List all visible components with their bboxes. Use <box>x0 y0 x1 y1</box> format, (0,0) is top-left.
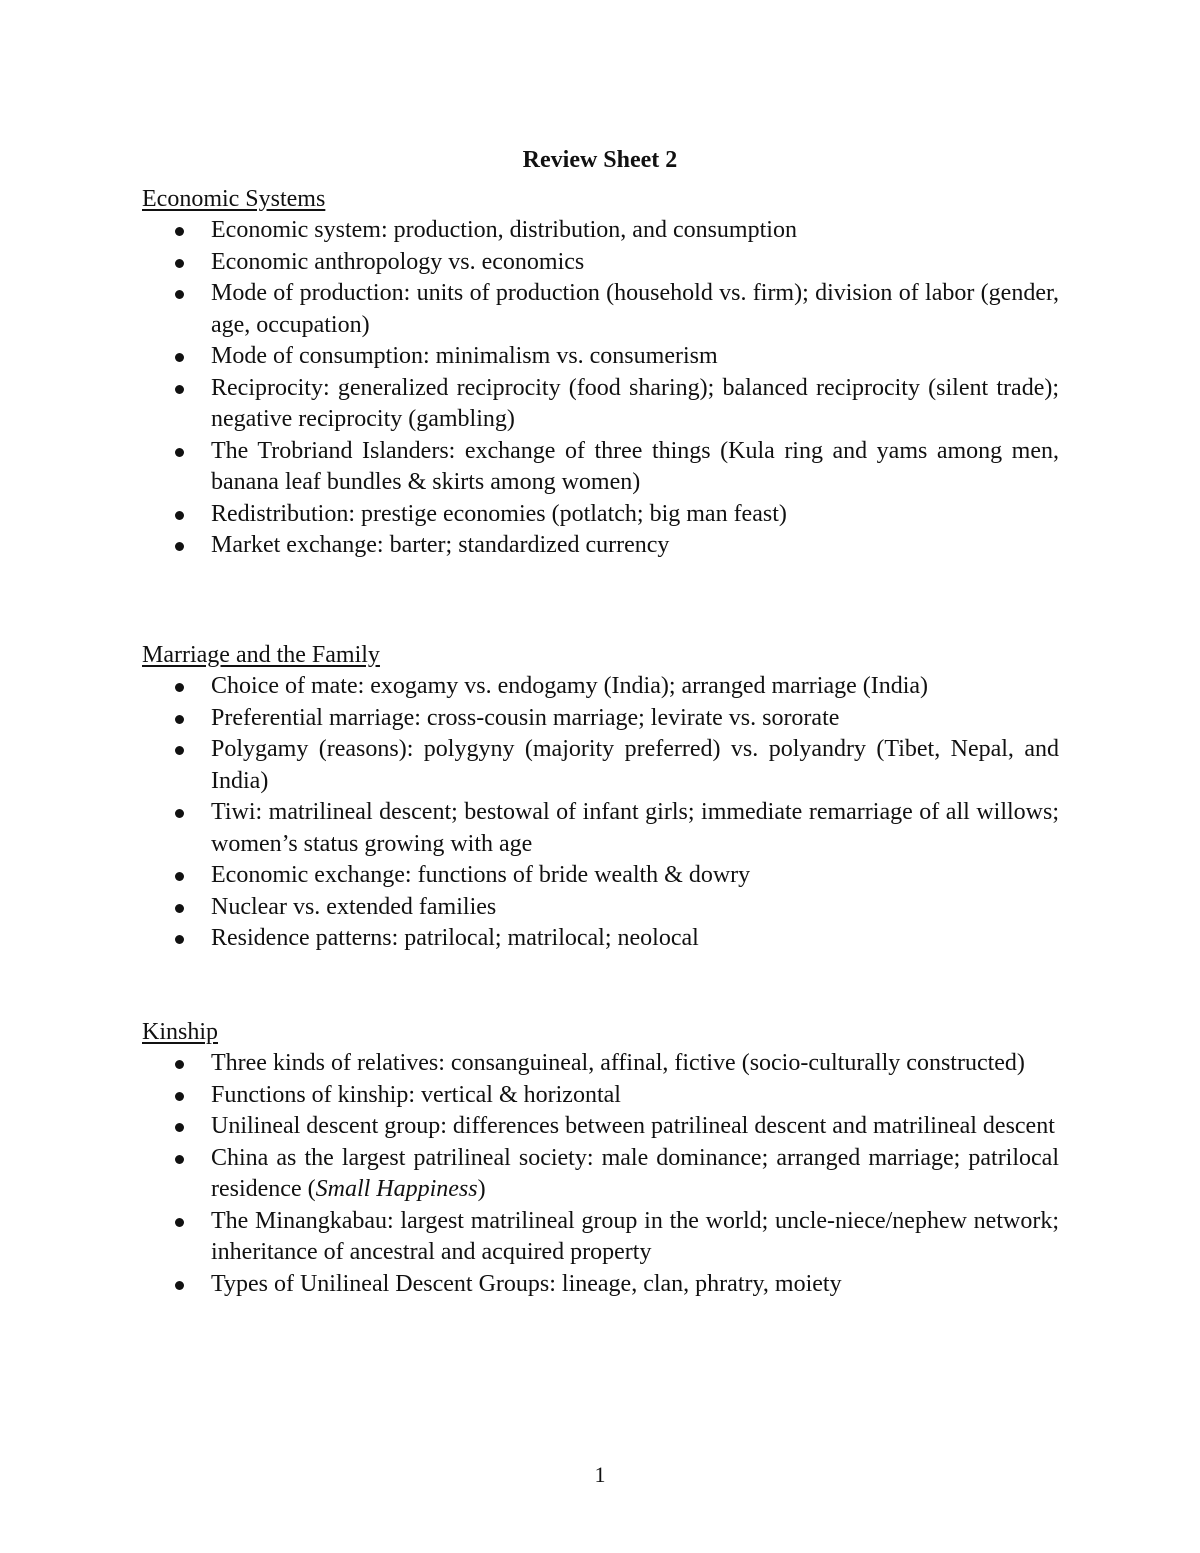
bullet-icon <box>175 1123 184 1132</box>
list-item <box>211 1080 1059 1112</box>
list-item-text-after: ) <box>477 1176 486 1202</box>
bullet-icon <box>175 809 184 818</box>
list-item-text: Polygamy (reasons): polygyny (majority preferred) vs. polyandry (Tibet, Nepal, and India) <box>211 736 1059 794</box>
list-item <box>211 1111 1059 1143</box>
list-item-text: Preferential marriage: cross-cousin marriage; levirate vs. sororate <box>211 704 840 731</box>
list-item-text: Economic anthropology vs. economics <box>211 248 585 275</box>
section-marriage-and-family <box>141 640 1059 955</box>
section-heading: Kinship <box>142 1018 219 1045</box>
bullet-icon <box>175 872 184 881</box>
bullet-icon <box>175 1092 184 1101</box>
bullet-icon <box>175 715 184 724</box>
list-item <box>211 1206 1059 1269</box>
list-item <box>211 734 1059 797</box>
bullet-icon <box>175 511 184 520</box>
document-page <box>141 145 1059 1300</box>
list-item <box>211 436 1059 499</box>
page-number: 1 <box>594 1462 606 1487</box>
bullet-icon <box>175 1281 184 1290</box>
list-item <box>211 1143 1059 1206</box>
list-item-text-before: China as the largest patrilineal society: male dominance; arranged marriage; patrilocal residence ( <box>211 1144 1059 1202</box>
list-item <box>211 247 1059 279</box>
list-item-text: The Trobriand Islanders: exchange of three things (Kula ring and yams among men, banana leaf bundles & skirts among women) <box>211 437 1059 495</box>
list-item <box>211 703 1059 735</box>
bullet-icon <box>175 1060 184 1069</box>
list-item <box>211 1269 1059 1301</box>
list-item <box>211 373 1059 436</box>
bullet-icon <box>175 542 184 551</box>
list-item <box>211 1048 1059 1080</box>
bullet-icon <box>175 448 184 457</box>
list-item-text: Functions of kinship: vertical & horizontal <box>211 1081 621 1108</box>
bullet-list <box>141 1048 1059 1300</box>
list-item-text: Mode of consumption: minimalism vs. consumerism <box>211 343 718 369</box>
bullet-list <box>141 671 1059 955</box>
list-item <box>211 499 1059 531</box>
list-item-text: Redistribution: prestige economies (potlatch; big man feast) <box>211 500 787 527</box>
section-spacer <box>141 955 1059 1017</box>
bullet-icon <box>175 1155 184 1164</box>
list-item-text: Economic system: production, distribution, and consumption <box>211 217 797 243</box>
list-item <box>211 671 1059 703</box>
list-item <box>211 797 1059 860</box>
bullet-icon <box>175 227 184 236</box>
bullet-icon <box>175 259 184 268</box>
list-item <box>211 278 1059 341</box>
list-item-text: Residence patterns: patrilocal; matrilocal; neolocal <box>211 925 699 951</box>
film-title: Small Happiness <box>315 1176 478 1202</box>
bullet-icon <box>175 904 184 913</box>
list-item-text: Nuclear vs. extended families <box>211 893 497 920</box>
list-item <box>211 892 1059 924</box>
bullet-icon <box>175 935 184 944</box>
section-economic-systems <box>141 184 1059 562</box>
list-item-text: Types of Unilineal Descent Groups: lineage, clan, phratry, moiety <box>211 1270 842 1297</box>
section-spacer <box>141 562 1059 640</box>
bullet-list <box>141 215 1059 562</box>
bullet-icon <box>175 1218 184 1227</box>
section-heading: Economic Systems <box>142 185 326 212</box>
list-item <box>211 860 1059 892</box>
bullet-icon <box>175 353 184 362</box>
list-item-text: Three kinds of relatives: consanguineal, affinal, fictive (socio-culturally constructed) <box>211 1050 1025 1076</box>
section-heading: Marriage and the Family <box>142 641 380 668</box>
section-kinship <box>141 1017 1059 1301</box>
list-item-text: Unilineal descent group: differences between patrilineal descent and matrilineal descent <box>211 1113 1055 1139</box>
list-item-text: Tiwi: matrilineal descent; bestowal of infant girls; immediate remarriage of all willows; women’s status growing with age <box>211 799 1059 857</box>
bullet-icon <box>175 746 184 755</box>
document-title: Review Sheet 2 <box>522 147 678 173</box>
bullet-icon <box>175 683 184 692</box>
list-item-text: Reciprocity: generalized reciprocity (food sharing); balanced reciprocity (silent trade); negative reciprocity (gambling) <box>211 374 1059 432</box>
list-item <box>211 215 1059 247</box>
list-item-text: Economic exchange: functions of bride wealth & dowry <box>211 862 751 888</box>
list-item <box>211 341 1059 373</box>
bullet-icon <box>175 290 184 299</box>
list-item-text: Choice of mate: exogamy vs. endogamy (India); arranged marriage (India) <box>211 673 929 699</box>
list-item <box>211 923 1059 955</box>
list-item-text: The Minangkabau: largest matrilineal group in the world; uncle-niece/nephew network; inheritance of ancestral and acquired property <box>211 1207 1059 1265</box>
list-item-text: Mode of production: units of production (household vs. firm); division of labor (gender, age, occupation) <box>211 280 1059 338</box>
list-item-text: Market exchange: barter; standardized currency <box>211 532 670 558</box>
list-item <box>211 530 1059 562</box>
bullet-icon <box>175 385 184 394</box>
